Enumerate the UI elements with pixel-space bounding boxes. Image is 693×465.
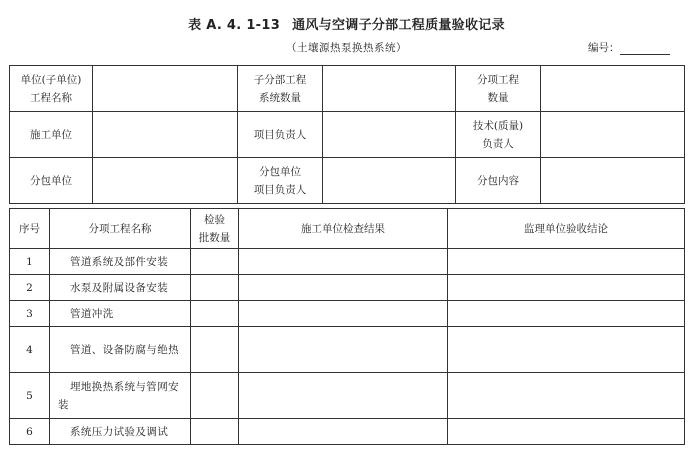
page-title: [0, 14, 693, 33]
row-item-name: 管道系统及部件安装: [50, 249, 191, 275]
row-batch-count-field[interactable]: [191, 301, 239, 327]
sub-item-table: [9, 208, 685, 445]
row-supervision-conclusion-field[interactable]: [448, 275, 685, 301]
construction-result-header: 施工单位检查结果: [239, 209, 448, 249]
row-construction-result-field[interactable]: [239, 373, 448, 419]
sub-item-count-field[interactable]: [541, 66, 685, 112]
project-leader-label: 项目负责人: [238, 112, 323, 158]
sub-division-count-field[interactable]: [323, 66, 456, 112]
construction-unit-label: 施工单位: [10, 112, 93, 158]
row-supervision-conclusion-field[interactable]: [448, 373, 685, 419]
doc-number-label: 编号：: [588, 42, 620, 54]
doc-number-field[interactable]: [620, 43, 670, 55]
tech-leader-field[interactable]: [541, 112, 685, 158]
subcontract-content-field[interactable]: [541, 158, 685, 204]
table-row: [10, 301, 685, 327]
sub-division-count-label: 子分部工程 系统数量: [238, 66, 323, 112]
item-name-header: 分项工程名称: [50, 209, 191, 249]
unit-project-name-label: 单位(子单位) 工程名称: [10, 66, 93, 112]
row-construction-result-field[interactable]: [239, 419, 448, 445]
row-construction-result-field[interactable]: [239, 275, 448, 301]
project-info-table: [9, 65, 685, 204]
supervision-conclusion-header: 监理单位验收结论: [448, 209, 685, 249]
row-item-name: 管道冲洗: [50, 301, 191, 327]
subcontract-leader-field[interactable]: [323, 158, 456, 204]
sub-item-count-label: 分项工程 数量: [456, 66, 541, 112]
unit-project-name-field[interactable]: [93, 66, 238, 112]
row-item-name: 埋地换热系统与管网安装: [50, 373, 191, 419]
row-seq: 1: [10, 249, 50, 275]
row-batch-count-field[interactable]: [191, 275, 239, 301]
subcontract-content-label: 分包内容: [456, 158, 541, 204]
batch-count-header: 检验 批数量: [191, 209, 239, 249]
row-seq: 5: [10, 373, 50, 419]
row-construction-result-field[interactable]: [239, 249, 448, 275]
project-leader-field[interactable]: [323, 112, 456, 158]
row-supervision-conclusion-field[interactable]: [448, 419, 685, 445]
row-batch-count-field[interactable]: [191, 373, 239, 419]
row-item-name: 系统压力试验及调试: [50, 419, 191, 445]
doc-number: [588, 40, 670, 55]
table-row: [10, 249, 685, 275]
table-row: [10, 419, 685, 445]
table-row: [10, 373, 685, 419]
table-title: 通风与空调子分部工程质量验收记录: [292, 18, 505, 33]
row-construction-result-field[interactable]: [239, 301, 448, 327]
row-item-name: 水泵及附属设备安装: [50, 275, 191, 301]
page-subtitle: （土壤源热泵换热系统）: [286, 42, 407, 54]
seq-header: 序号: [10, 209, 50, 249]
row-seq: 3: [10, 301, 50, 327]
table-row: [10, 275, 685, 301]
row-item-name: 管道、设备防腐与绝热: [50, 327, 191, 373]
row-seq: 4: [10, 327, 50, 373]
row-construction-result-field[interactable]: [239, 327, 448, 373]
row-batch-count-field[interactable]: [191, 327, 239, 373]
subcontract-unit-label: 分包单位: [10, 158, 93, 204]
tech-leader-label: 技术(质量) 负责人: [456, 112, 541, 158]
row-seq: 6: [10, 419, 50, 445]
row-supervision-conclusion-field[interactable]: [448, 301, 685, 327]
construction-unit-field[interactable]: [93, 112, 238, 158]
row-supervision-conclusion-field[interactable]: [448, 249, 685, 275]
table-number: 表 A. 4. 1-13: [188, 18, 281, 33]
row-seq: 2: [10, 275, 50, 301]
table-row: [10, 327, 685, 373]
row-batch-count-field[interactable]: [191, 249, 239, 275]
subcontract-leader-label: 分包单位 项目负责人: [238, 158, 323, 204]
row-batch-count-field[interactable]: [191, 419, 239, 445]
subcontract-unit-field[interactable]: [93, 158, 238, 204]
row-supervision-conclusion-field[interactable]: [448, 327, 685, 373]
